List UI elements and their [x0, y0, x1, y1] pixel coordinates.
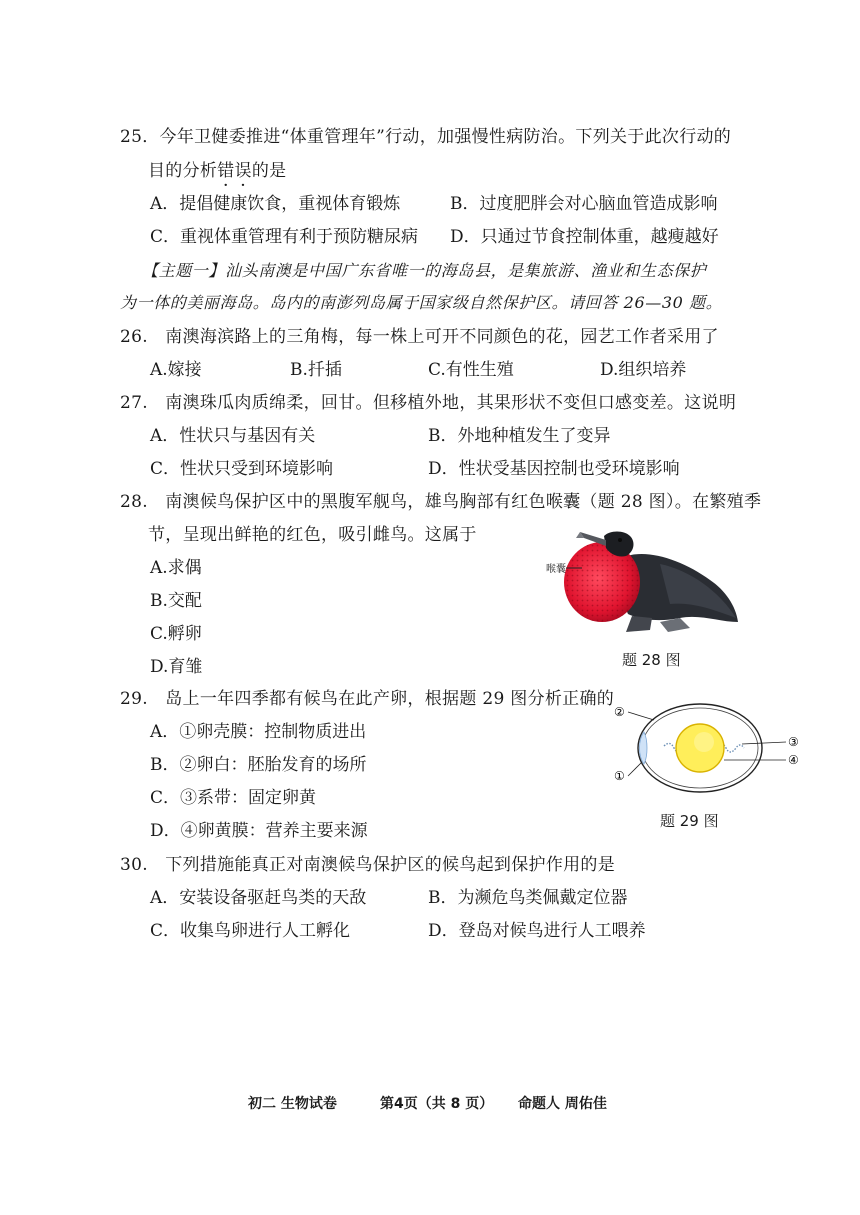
egg-label-4: ④ — [788, 753, 799, 767]
q27-option-b[interactable]: B．外地种植发生了变异 — [428, 426, 611, 446]
q25-option-a[interactable]: A．提倡健康饮食，重视体育锻炼 — [150, 194, 401, 214]
q26-stem: 26. 南澳海滨路上的三角梅，每一株上可开不同颜色的花，园艺工作者采用了 — [120, 327, 719, 347]
q26-option-a[interactable]: A.嫁接 — [150, 360, 202, 380]
q27-stem: 27. 南澳珠瓜肉质绵柔，回甘。但移植外地，其果形状不变但口感变差。这说明 — [120, 393, 737, 413]
footer-page-number: 第4页（共 8 页） — [380, 1096, 494, 1112]
q30-option-b[interactable]: B．为濒危鸟类佩戴定位器 — [428, 888, 628, 908]
egg-label-2: ② — [614, 705, 625, 719]
q29-option-c[interactable]: C．③系带：固定卵黄 — [150, 788, 317, 808]
footer-course: 初二 生物试卷 — [248, 1096, 337, 1112]
q26-option-c[interactable]: C.有性生殖 — [428, 360, 514, 380]
q29-option-a[interactable]: A．①卵壳膜：控制物质进出 — [150, 722, 367, 742]
q27-option-d[interactable]: D．性状受基因控制也受环境影响 — [428, 459, 680, 479]
q25-option-d[interactable]: D．只通过节食控制体重，越瘦越好 — [450, 227, 719, 247]
q29-option-b[interactable]: B．②卵白：胚胎发育的场所 — [150, 755, 367, 775]
q25-stem-pre: 目的分析 — [148, 161, 218, 181]
q25-stem-post: 的是 — [251, 161, 287, 181]
q25-option-c[interactable]: C．重视体重管理有利于预防糖尿病 — [150, 227, 419, 247]
q28-option-d[interactable]: D.育雏 — [150, 657, 203, 677]
footer-author: 命题人 周佑佳 — [518, 1096, 607, 1112]
q27-option-a[interactable]: A．性状只与基因有关 — [150, 426, 316, 446]
q29-option-d[interactable]: D．④卵黄膜：营养主要来源 — [150, 821, 368, 841]
theme-intro-line2: 为一体的美丽海岛。岛内的南澎列岛属于国家级自然保护区。请回答 26—30 题。 — [120, 293, 723, 312]
q28-stem-line2: 节，呈现出鲜艳的红色，吸引雌鸟。这属于 — [148, 525, 477, 545]
egg-label-3: ③ — [788, 735, 799, 749]
pouch-label: 喉囊 — [546, 564, 566, 575]
q28-option-b[interactable]: B.交配 — [150, 591, 202, 611]
q28-option-c[interactable]: C.孵卵 — [150, 624, 202, 644]
q30-stem: 30. 下列措施能真正对南澳候鸟保护区的候鸟起到保护作用的是 — [120, 855, 616, 875]
q30-option-c[interactable]: C．收集鸟卵进行人工孵化 — [150, 921, 351, 941]
egg-label-1: ① — [614, 769, 625, 783]
theme-intro-line1: 【主题一】汕头南澳是中国广东省唯一的海岛县，是集旅游、渔业和生态保护 — [142, 261, 707, 280]
q27-option-c[interactable]: C．性状只受到环境影响 — [150, 459, 334, 479]
q25-option-b[interactable]: B．过度肥胖会对心脑血管造成影响 — [450, 194, 718, 214]
q28-stem-line1: 28. 南澳候鸟保护区中的黑腹军舰鸟，雄鸟胸部有红色喉囊（题 28 图）。在繁殖季 — [120, 492, 762, 512]
q29-stem: 29. 岛上一年四季都有候鸟在此产卵，根据题 29 图分析正确的 — [120, 689, 615, 709]
q25-stem-line1: 25．今年卫健委推进“体重管理年”行动，加强慢性病防治。下列关于此次行动的 — [120, 127, 732, 147]
q26-option-d[interactable]: D.组织培养 — [600, 360, 687, 380]
egg-structure-figure — [608, 696, 808, 800]
q25-emphasis-1: 错 — [217, 161, 235, 181]
q28-option-a[interactable]: A.求偶 — [150, 558, 202, 578]
q26-option-b[interactable]: B.扦插 — [290, 360, 342, 380]
q30-option-d[interactable]: D．登岛对候鸟进行人工喂养 — [428, 921, 646, 941]
figure-28-caption: 题 28 图 — [622, 651, 681, 669]
q30-option-a[interactable]: A．安装设备驱赶鸟类的天敌 — [150, 888, 367, 908]
q25-stem-line2 — [148, 160, 286, 182]
frigatebird-figure — [540, 518, 740, 638]
figure-29-caption: 题 29 图 — [660, 812, 719, 830]
q25-emphasis-2: 误 — [234, 161, 252, 181]
